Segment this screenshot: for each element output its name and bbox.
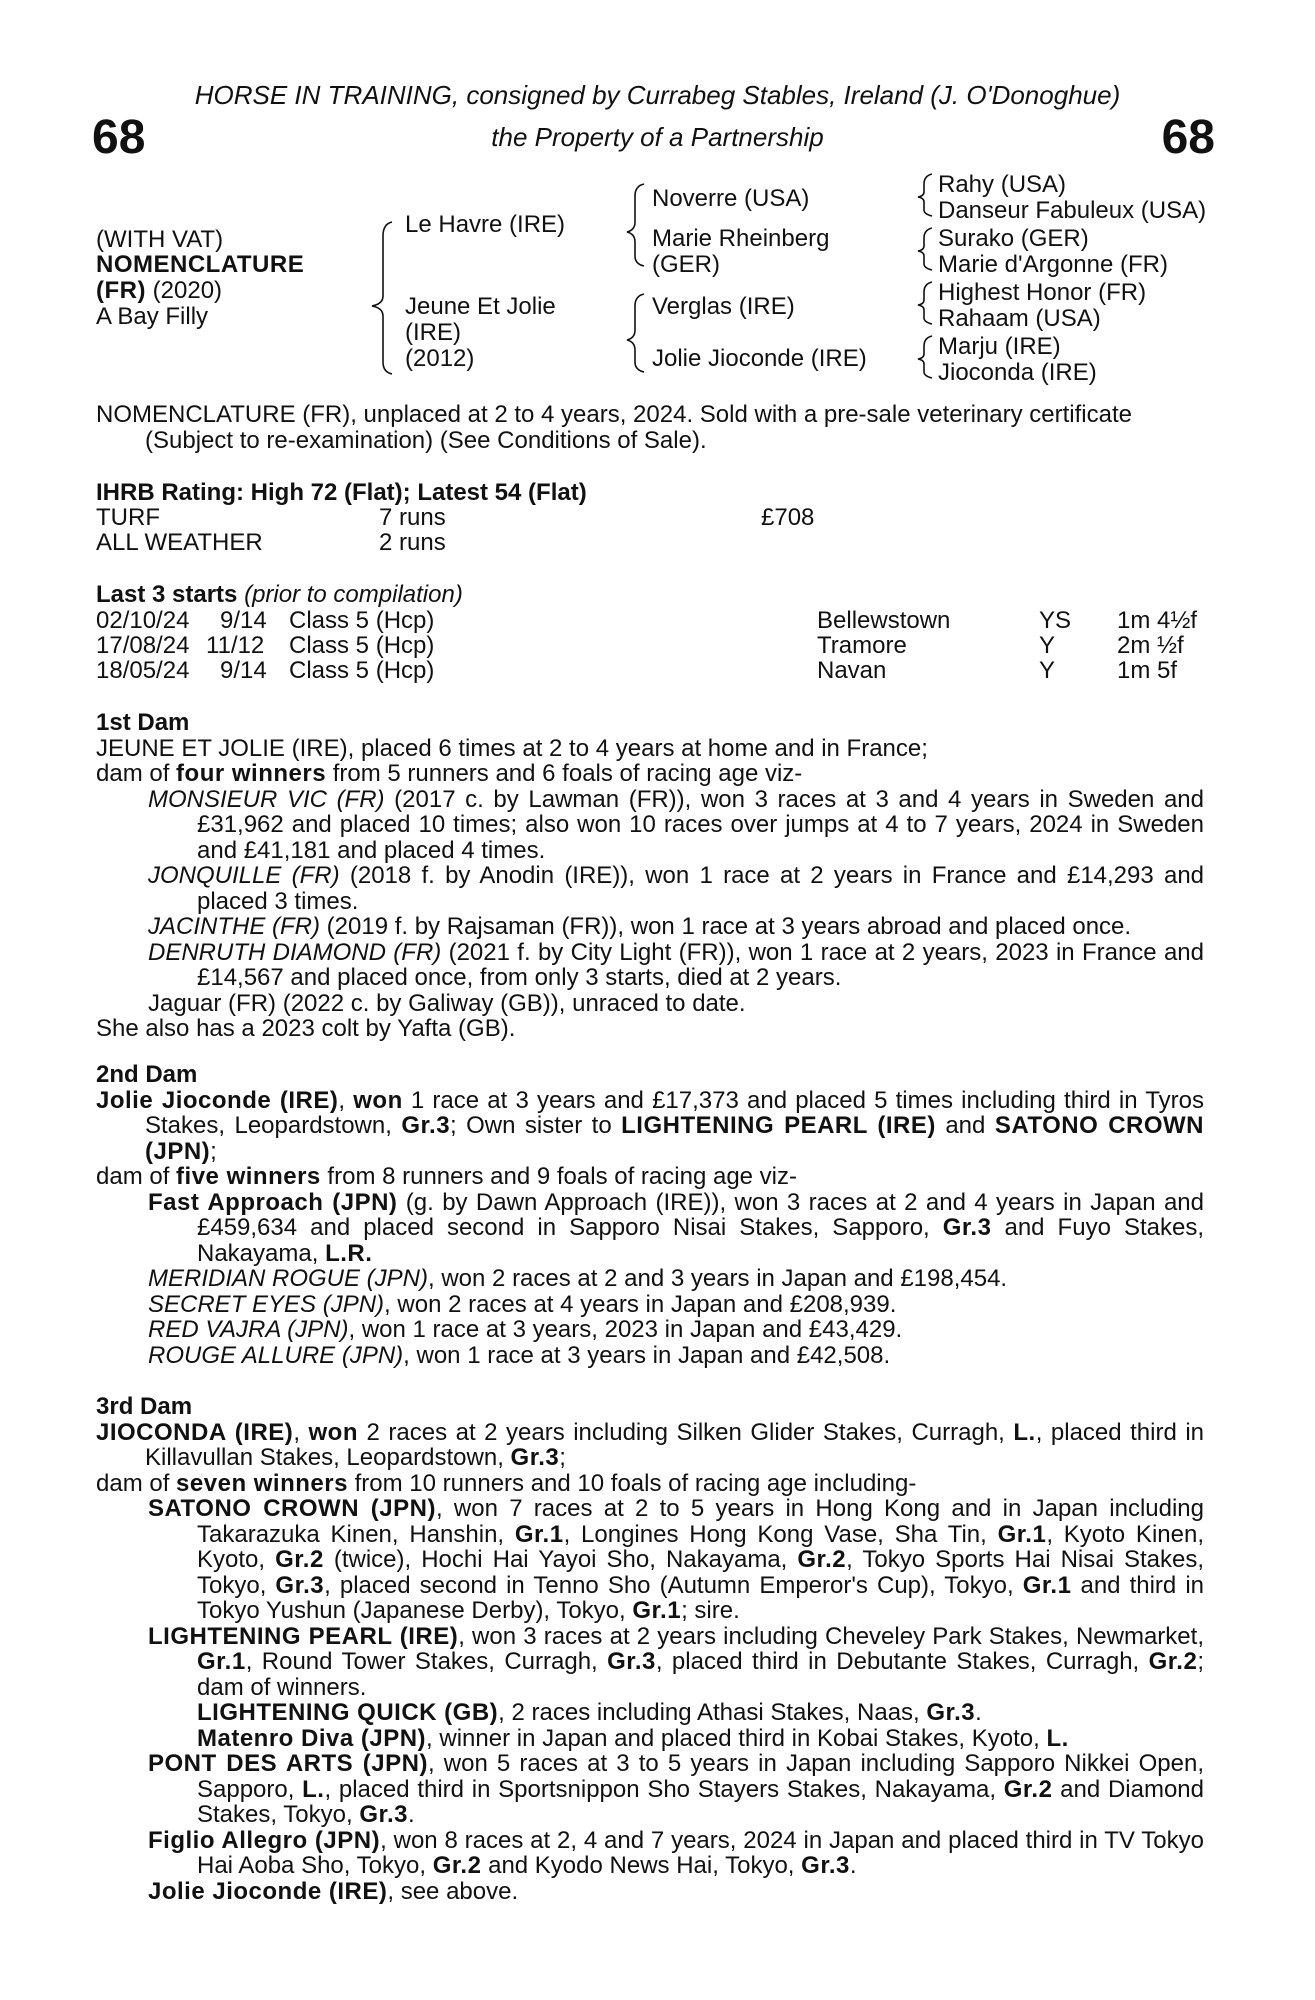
third-dam-intro [96,1420,1204,1471]
text-run: Gr.1 [197,1648,246,1675]
text-run: Matenro Diva (JPN) [197,1724,427,1752]
text-run: MONSIEUR VIC (FR) [148,785,385,813]
third-dam-section [96,1394,1204,1904]
last3-note: (prior to compilation) [244,581,463,608]
text-run: Gr.3 [942,1214,992,1241]
text-run: from 8 runners and 9 foals of racing age viz- [320,1163,798,1190]
text-run: , Round Tower Stakes, Curragh, [245,1648,608,1675]
text-run: L. [1013,1418,1036,1446]
horse-year: (2020) [152,277,223,304]
text-run: PONT DES ARTS (JPN) [148,1750,428,1777]
gp-sdd: Marie d'Argonne (FR) [938,251,1168,278]
text-run: (2019 f. by Rajsaman (FR)), won 1 race at 3 years abroad and placed once. [319,913,1132,940]
produce-rouge-allure [148,1343,1204,1369]
start-date-2: 17/08/24 [96,632,190,659]
produce-meridian-rogue [148,1266,1204,1292]
text-run: Gr.3 [510,1444,560,1471]
property-line: the Property of a Partnership [491,122,824,152]
sire-dam-line1: Marie Rheinberg [652,225,830,252]
rating-aw-surface: ALL WEATHER [96,529,263,556]
dam-year: (2012) [405,345,475,372]
text-run: Gr.1 [997,1520,1047,1548]
text-run: and Kyodo News Hai, Tokyo, [481,1852,802,1879]
produce-jolie-jioconde-ref [148,1879,1204,1905]
text-run: , won 8 races at 2, 4 and 7 years, 2024 in Japan and placed third in TV Tokyo Hai Aoba Sho, Tokyo, [197,1826,1205,1879]
text-run: , won 2 races at 2 and 3 years in Japan and £198,454. [428,1265,1008,1292]
second-dam-title: 2nd Dam [96,1061,198,1088]
horse-description: A Bay Filly [96,303,209,330]
summary-line2: (Subject to re-examination) (See Conditions of Sale). [145,426,707,454]
produce-2023-colt: She also has a 2023 colt by Yafta (GB). [96,1015,516,1042]
text-run: Gr.3 [401,1112,451,1139]
produce-jaguar: Jaguar (FR) (2022 c. by Galiway (GB)), unraced to date. [148,989,746,1017]
first-dam-title: 1st Dam [96,709,190,736]
text-run: , 2 races including Athasi Stakes, Naas, [498,1699,927,1726]
text-run: LIGHTENING PEARL (IRE) [621,1112,936,1139]
text-run: L.R. [325,1239,373,1267]
produce-fast-approach [148,1190,1204,1267]
text-run: (2018 f. by Anodin (IRE)), won 1 race at 2 years in France and £14,293 and placed 3 times. [197,862,1205,915]
start-going-3: Y [1039,657,1056,684]
start-date-3: 18/05/24 [96,657,190,684]
text-run: ; [559,1444,566,1471]
text-run: ; dam of winners. [197,1648,1204,1701]
text-run: L. [1046,1724,1069,1752]
produce-figlio-allegro [148,1828,1204,1879]
start-dist-2: 2m ½f [1117,632,1184,659]
produce-monsieur-vic [148,787,1204,864]
gp-bracket-2 [918,228,932,270]
text-run: Gr.1 [632,1597,682,1624]
produce-denruth-diamond [148,940,1204,991]
gp-bracket-1 [918,174,932,216]
lot-number-left: 68 [92,111,146,164]
summary-line1: NOMENCLATURE (FR), unplaced at 2 to 4 years, 2024. Sold with a pre-sale veterinary certificate [96,401,1132,428]
text-run: and Diamond Stakes, Tokyo, [197,1775,1204,1828]
text-run: , [338,1086,354,1114]
text-run: from 10 runners and 10 foals of racing age including- [347,1469,917,1497]
produce-jacinthe [148,914,1204,940]
text-run: Figlio Allegro (JPN) [148,1826,381,1854]
text-run: Gr.3 [801,1852,850,1879]
text-run: ; [210,1137,217,1165]
produce-matenro-diva [197,1726,1204,1752]
text-run: LIGHTENING PEARL (IRE) [148,1622,459,1650]
rating-turf-prize: £708 [761,504,815,531]
text-run: Jolie Jioconde (IRE) [148,1877,388,1905]
text-run: Jolie Jioconde (IRE) [96,1086,339,1114]
text-run: Gr.3 [926,1699,976,1726]
gp-bracket-4 [918,336,932,378]
start-dist-1: 1m 4½f [1117,607,1198,634]
sire-dam-line2: (GER) [652,251,720,278]
text-run: won [353,1086,403,1114]
start-going-1: YS [1039,607,1072,634]
text-run: Fast Approach (JPN) [148,1188,398,1216]
text-run: , placed second in Tenno Sho (Autumn Emperor's Cup), Tokyo, [324,1571,1023,1599]
text-run: (twice), Hochi Hai Yayoi Sho, Nakayama, [323,1546,798,1573]
last3-heading [96,582,463,608]
gp-sds: Surako (GER) [938,225,1089,252]
text-run: Gr.1 [1022,1571,1072,1599]
text-run: dam of [96,1469,177,1497]
text-run: LIGHTENING QUICK (GB) [197,1699,499,1726]
produce-jonquille [148,863,1204,914]
start-going-2: Y [1039,632,1056,659]
text-run: 1 race at 3 years and £17,373 and placed 5 times including third in Tyros Stakes, Leopardstown, [145,1086,1204,1139]
text-run: JACINTHE (FR) [148,913,320,940]
start-course-2: Tramore [817,632,907,659]
text-run: (2021 f. by City Light (FR)), won 1 race at 2 years, 2023 in France and £14,567 and placed once, from only 3 starts, died at 2 years. [197,938,1204,991]
text-run: Gr.2 [432,1852,482,1879]
text-run: L. [302,1775,325,1803]
text-run: SATONO CROWN (JPN) [148,1495,436,1522]
text-run: Gr.1 [514,1520,564,1548]
second-dam-section [96,1062,1204,1368]
rating-turf-runs: 7 runs [379,504,446,531]
text-run: from 5 runners and 6 foals of racing age viz- [326,760,803,787]
start-course-1: Bellewstown [817,607,951,634]
produce-pont-des-arts [148,1751,1204,1828]
text-run: , won 7 races at 2 to 5 years in Hong Kong and in Japan including Takarazuka Kinen, Hanshin, [197,1495,1204,1548]
text-run: , placed third in Killavullan Stakes, Leopardstown, [145,1418,1205,1471]
text-run: . [408,1801,415,1828]
rating-title: IHRB Rating: High 72 (Flat); Latest 54 (Flat) [96,479,587,506]
text-run: SECRET EYES (JPN) [148,1290,385,1318]
text-run: Gr.2 [1148,1648,1198,1675]
start-pos-1: 9/14 [220,607,267,634]
last3-title: Last 3 starts [96,581,238,608]
rating-turf-surface: TURF [96,504,160,531]
sire-sire: Noverre (USA) [652,185,810,212]
dam-sire: Verglas (IRE) [652,293,795,320]
first-dam-intro: JEUNE ET JOLIE (IRE), placed 6 times at 2 to 4 years at home and in France; [96,734,928,762]
first-dam-produce-intro [96,761,1204,787]
text-run: Gr.3 [359,1801,409,1828]
second-dam-intro [96,1088,1204,1165]
horse-name: NOMENCLATURE [96,251,305,278]
produce-lightening-quick [197,1700,1204,1726]
text-run: , Tokyo Sports Hai Nisai Stakes, Tokyo, [197,1546,1205,1599]
produce-red-vajra [148,1317,1204,1343]
text-run: , won 1 race at 3 years, 2023 in Japan and £43,429. [348,1316,903,1343]
third-dam-title: 3rd Dam [96,1393,193,1420]
dam-bracket [627,294,644,372]
text-run: ; Own sister to [450,1112,622,1139]
text-run: . [849,1852,857,1879]
text-run: , see above. [387,1877,519,1905]
text-run: , won 2 races at 4 years in Japan and £208,939. [384,1290,897,1318]
produce-lightening-pearl [148,1624,1204,1701]
text-run: Gr.2 [1003,1775,1053,1803]
summary [96,402,1204,453]
text-run: dam of [96,760,177,787]
text-run: seven winners [176,1469,348,1497]
first-dam-section [96,710,1204,1042]
text-run: , placed third in Sportsnippon Sho Stayers Stakes, Nakayama, [324,1775,1004,1803]
vat-note: (WITH VAT) [96,226,224,253]
text-run: , Kyoto Kinen, Kyoto, [197,1520,1204,1573]
text-run: Gr.3 [607,1648,656,1675]
start-class-3: Class 5 (Hcp) [289,657,435,684]
start-date-1: 02/10/24 [96,607,190,634]
text-run: and Fuyo Stakes, Nakayama, [197,1214,1204,1267]
start-class-2: Class 5 (Hcp) [289,632,435,659]
start-class-1: Class 5 (Hcp) [289,607,435,634]
text-run: (g. by Dawn Approach (IRE)), won 3 races at 2 and 4 years in Japan and £459,634 and placed second in Sapporo Nisai Stakes, Sapporo, [197,1188,1204,1241]
gp-bracket-3 [918,282,932,324]
text-run: four winners [176,760,327,787]
horse-country: (FR) [96,277,146,304]
text-run: (2017 c. by Lawman (FR)), won 3 races at 3 and 4 years in Sweden and £31,962 and placed 10 times; also won 10 races over jumps at 4 to 7 years, 2024 in Sweden and £41,181 and placed 4 times. [197,785,1204,864]
text-run: SATONO CROWN (JPN) [145,1112,1205,1165]
dam-name-line1: Jeune Et Jolie [405,293,556,320]
text-run: JONQUILLE (FR) [148,862,340,889]
text-run: . [975,1699,982,1726]
produce-satono-crown [148,1496,1204,1624]
text-run: won [308,1418,359,1446]
dam-dam: Jolie Jioconde (IRE) [652,345,867,372]
text-run: JIOCONDA (IRE) [96,1418,294,1446]
text-run: , won 5 races at 3 to 5 years in Japan including Sapporo Nikkei Open, Sapporo, [197,1750,1204,1803]
pedigree-main-bracket [372,222,392,374]
text-run: , won 1 race at 3 years in Japan and £42,508. [403,1341,891,1369]
third-dam-produce-intro [96,1471,1204,1497]
text-run: ; sire. [681,1597,740,1624]
text-run: dam of [96,1163,177,1190]
text-run: , Longines Hong Kong Vase, Sha Tin, [563,1520,998,1548]
gp-ddd: Jioconda (IRE) [938,359,1097,386]
gp-dsd: Rahaam (USA) [938,305,1101,332]
start-pos-3: 9/14 [220,657,267,684]
text-run: five winners [176,1163,321,1190]
text-run: Gr.3 [275,1571,325,1599]
text-run: MERIDIAN ROGUE (JPN) [148,1265,429,1292]
text-run: , [293,1418,309,1446]
gp-dds: Marju (IRE) [938,333,1061,360]
sire-bracket [627,184,644,266]
consignor-line: HORSE IN TRAINING, consigned by Currabeg Stables, Ireland (J. O'Donoghue) [194,80,1121,110]
text-run: , won 3 races at 2 years including Cheveley Park Stakes, Newmarket, [458,1622,1204,1650]
text-run: DENRUTH DIAMOND (FR) [148,938,442,966]
text-run: 2 races at 2 years including Silken Glider Stakes, Curragh, [358,1418,1014,1446]
produce-secret-eyes [148,1292,1204,1318]
gp-sss: Rahy (USA) [938,171,1067,198]
text-run: , winner in Japan and placed third in Kobai Stakes, Kyoto, [426,1724,1047,1752]
gp-ssd: Danseur Fabuleux (USA) [938,197,1207,224]
text-run: RED VAJRA (JPN) [148,1316,349,1343]
start-dist-3: 1m 5f [1117,657,1178,684]
sire-name: Le Havre (IRE) [405,211,566,238]
text-run: Gr.2 [797,1546,847,1573]
text-run: ROUGE ALLURE (JPN) [148,1341,404,1369]
start-course-3: Navan [817,657,887,684]
lot-number-right: 68 [1161,111,1215,164]
second-dam-produce-intro [96,1164,1204,1190]
rating-aw-runs: 2 runs [379,529,446,556]
text-run: Gr.2 [275,1546,324,1573]
dam-name-line2: (IRE) [405,319,461,346]
start-pos-2: 11/12 [206,632,265,659]
text-run: , placed third in Debutante Stakes, Curragh, [655,1648,1149,1675]
text-run: and [935,1112,995,1139]
text-run: and third in Tokyo Yushun (Japanese Derby), Tokyo, [197,1571,1204,1624]
gp-dss: Highest Honor (FR) [938,279,1147,306]
